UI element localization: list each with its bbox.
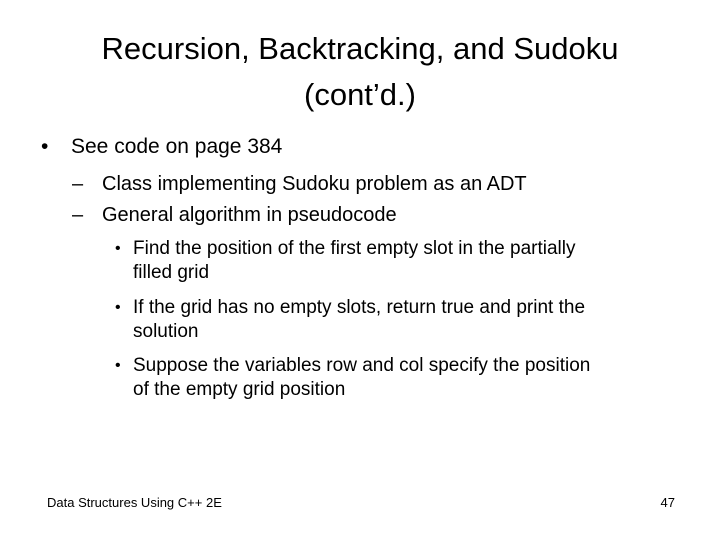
bullet-marker: • bbox=[115, 240, 121, 257]
sub-bullet-text: General algorithm in pseudocode bbox=[102, 204, 397, 226]
text-line: solution bbox=[133, 321, 199, 342]
bullet-marker: • bbox=[115, 357, 121, 374]
text-line: Suppose the variables row and col specify the position bbox=[133, 355, 591, 376]
bullet-marker: • bbox=[41, 135, 49, 158]
sub-sub-bullet-text bbox=[133, 237, 673, 285]
title-line-1: Recursion, Backtracking, and Sudoku bbox=[101, 31, 619, 66]
dash-marker: – bbox=[72, 204, 84, 226]
sub-bullet-text: Class implementing Sudoku problem as an ADT bbox=[102, 173, 527, 195]
title-line-2: (cont’d.) bbox=[304, 77, 416, 112]
sub-sub-bullet-text bbox=[133, 354, 673, 402]
text-line: Find the position of the first empty slot in the partially bbox=[133, 238, 576, 259]
bullet-marker: • bbox=[115, 299, 121, 316]
text-line: If the grid has no empty slots, return true and print the bbox=[133, 297, 586, 318]
dash-marker: – bbox=[72, 173, 84, 195]
bullet-text: See code on page 384 bbox=[71, 135, 283, 158]
footer-book-title: Data Structures Using C++ 2E bbox=[47, 495, 222, 510]
text-line: filled grid bbox=[133, 262, 210, 283]
text-line: of the empty grid position bbox=[133, 379, 346, 400]
footer-page-number: 47 bbox=[660, 495, 675, 510]
sub-sub-bullet-text bbox=[133, 296, 673, 344]
